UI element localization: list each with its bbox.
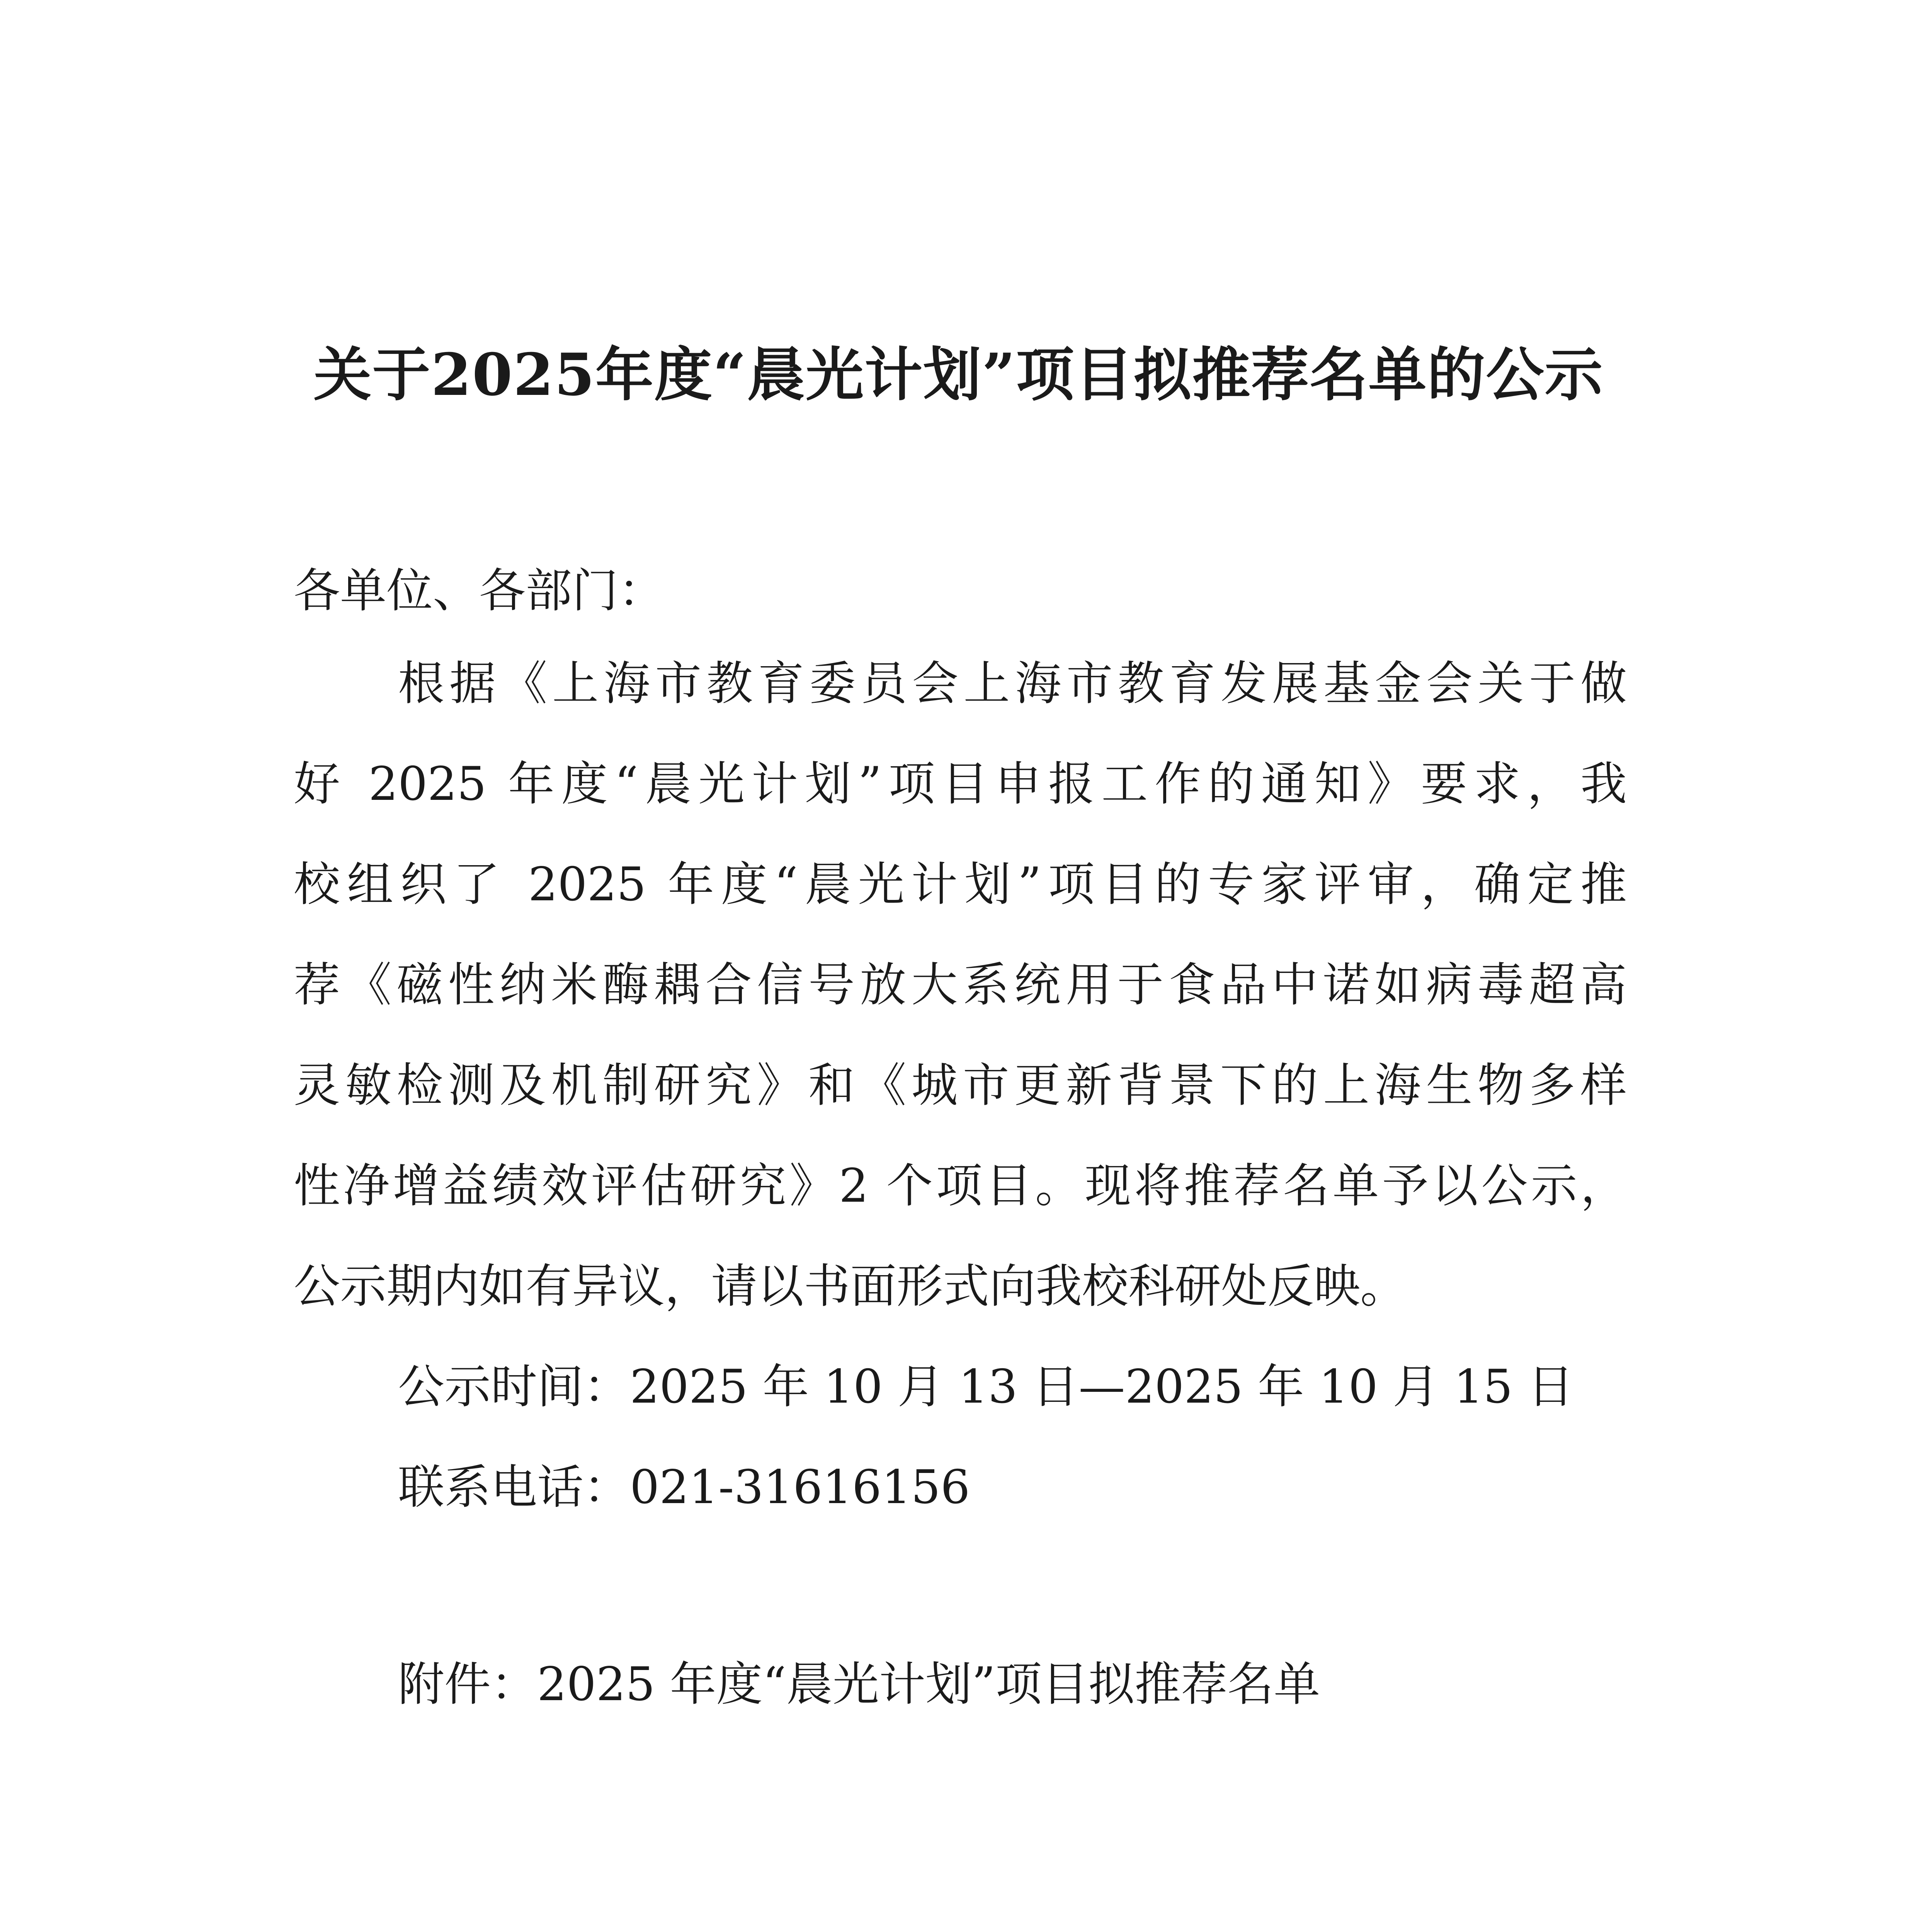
document-title: 关于2025年度“晨光计划”项目拟推荐名单的公示 xyxy=(313,341,1604,409)
body-line: 性净增益绩效评估研究》2 个项目。现将推荐名单予以公示， xyxy=(294,1159,1627,1213)
contact-phone: 联系电话：021-31616156 xyxy=(398,1461,970,1514)
salutation: 各单位、各部门： xyxy=(294,564,665,618)
body-line: 灵敏检测及机制研究》和《城市更新背景下的上海生物多样 xyxy=(294,1059,1627,1112)
body-line: 荐《磁性纳米酶耦合信号放大系统用于食品中诺如病毒超高 xyxy=(294,958,1627,1012)
body-line: 好 2025 年度“晨光计划”项目申报工作的通知》要求，我 xyxy=(294,757,1627,811)
notice-period: 公示时间：2025 年 10 月 13 日—2025 年 10 月 15 日 xyxy=(398,1360,1574,1414)
body-line: 校组织了 2025 年度“晨光计划”项目的专家评审，确定推 xyxy=(294,858,1627,912)
body-line: 根据《上海市教育委员会上海市教育发展基金会关于做 xyxy=(398,657,1627,711)
body-line: 公示期内如有异议，请以书面形式向我校科研处反映。 xyxy=(294,1260,1407,1313)
attachment-line: 附件：2025 年度“晨光计划”项目拟推荐名单 xyxy=(398,1658,1320,1711)
body-paragraph xyxy=(294,653,1627,1356)
